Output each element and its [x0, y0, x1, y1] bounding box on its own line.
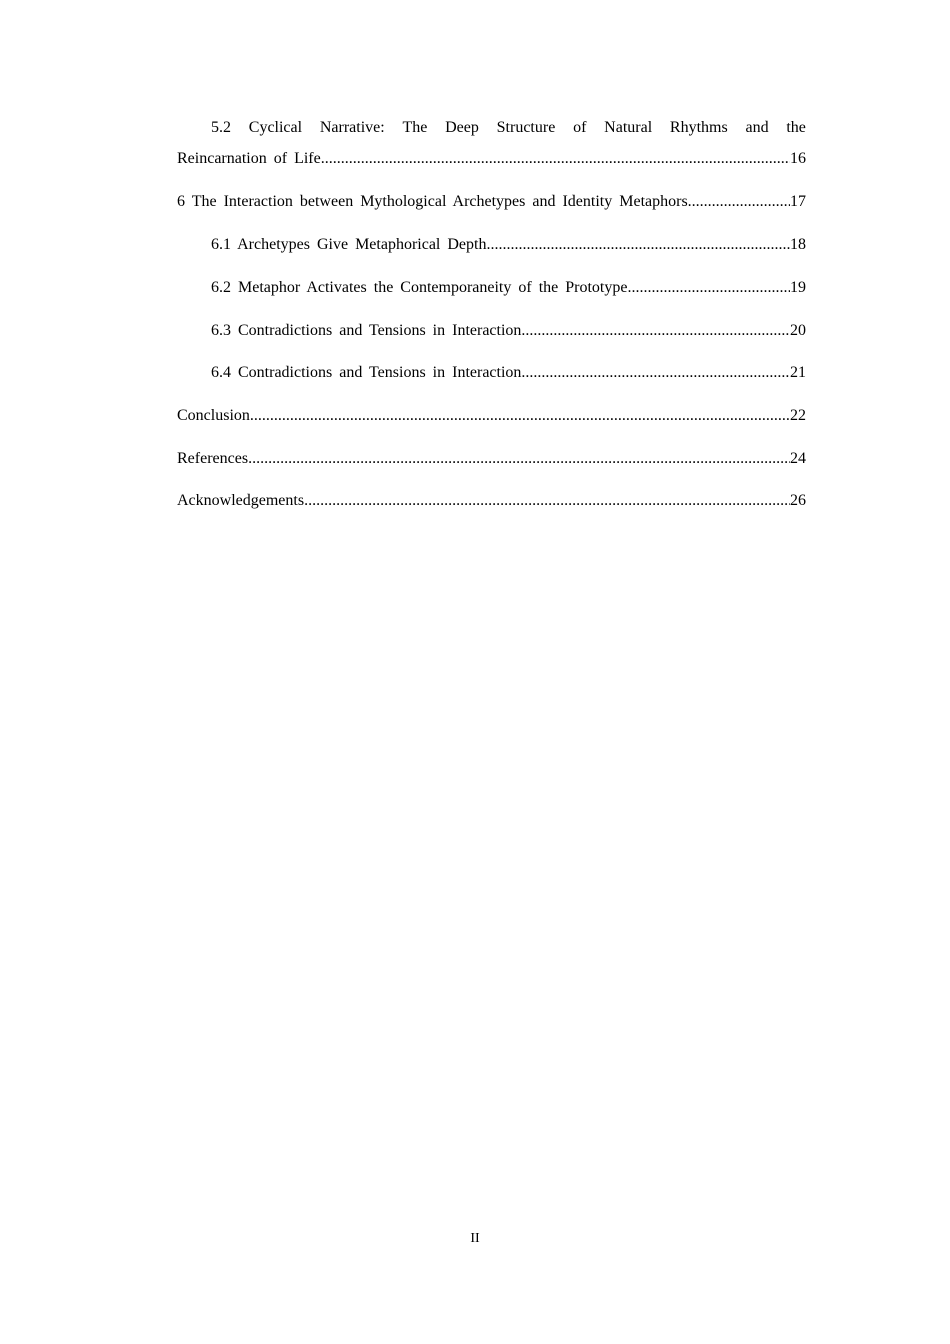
toc-word: Cyclical [248, 119, 303, 136]
toc-word: of [573, 119, 587, 136]
toc-word: 5.2 [211, 119, 231, 136]
toc-entry-title: References [177, 450, 249, 467]
dot-leader [321, 147, 790, 171]
toc-word: Structure [496, 119, 556, 136]
toc-entry-6-1[interactable] [211, 233, 806, 257]
toc-entry-references[interactable] [177, 447, 806, 471]
toc-page-number: 17 [790, 193, 806, 210]
dot-leader [521, 319, 790, 343]
toc-word: and [745, 119, 769, 136]
dot-leader [627, 276, 790, 300]
dot-leader [486, 233, 790, 257]
toc-entry-title: 6.4 Contradictions and Tensions in Interaction [211, 364, 522, 381]
toc-page-number: 16 [790, 150, 806, 167]
toc-entry-title: 6 The Interaction between Mythological Archetypes and Identity Metaphors [177, 193, 688, 210]
toc-entry-title: Reincarnation of Life [177, 150, 321, 167]
toc-page-number: 18 [790, 236, 806, 253]
toc-entry-title: Acknowledgements [177, 492, 305, 509]
toc-entry-6[interactable] [177, 190, 806, 214]
toc-entry-6-3[interactable] [211, 319, 806, 343]
toc-entry-6-4[interactable] [211, 361, 806, 385]
dot-leader [304, 489, 790, 513]
toc-page-number: 22 [790, 407, 806, 424]
dot-leader [688, 190, 790, 214]
toc-entry-6-2[interactable] [211, 276, 806, 300]
toc-entry-title: Conclusion [177, 407, 250, 424]
toc-word: Narrative: [319, 119, 385, 136]
dot-leader [250, 404, 790, 428]
toc-page-number: 24 [790, 450, 806, 467]
toc-entry-acknowledgements[interactable] [177, 489, 806, 513]
dot-leader [521, 361, 790, 385]
toc-entry-title: 6.2 Metaphor Activates the Contemporaneity of the Prototype [211, 279, 628, 296]
toc-entry-5-2[interactable] [177, 147, 806, 171]
toc-entry-title: 6.1 Archetypes Give Metaphorical Depth [211, 236, 487, 253]
toc-page-number: 21 [790, 364, 806, 381]
toc-page-number: 19 [790, 279, 806, 296]
toc-word: The [402, 119, 428, 136]
toc-page-number: 20 [790, 322, 806, 339]
toc-word: Rhythms [669, 119, 728, 136]
dot-leader [248, 447, 790, 471]
toc-entry-5-2-line-1 [211, 116, 806, 140]
toc-word: the [786, 119, 806, 136]
toc-word: Natural [604, 119, 653, 136]
toc-word: Deep [445, 119, 479, 136]
toc-entry-title: 6.3 Contradictions and Tensions in Interaction [211, 322, 522, 339]
toc-page-number: 26 [790, 492, 806, 509]
toc-entry-conclusion[interactable] [177, 404, 806, 428]
page-number-footer: II [470, 1231, 480, 1246]
